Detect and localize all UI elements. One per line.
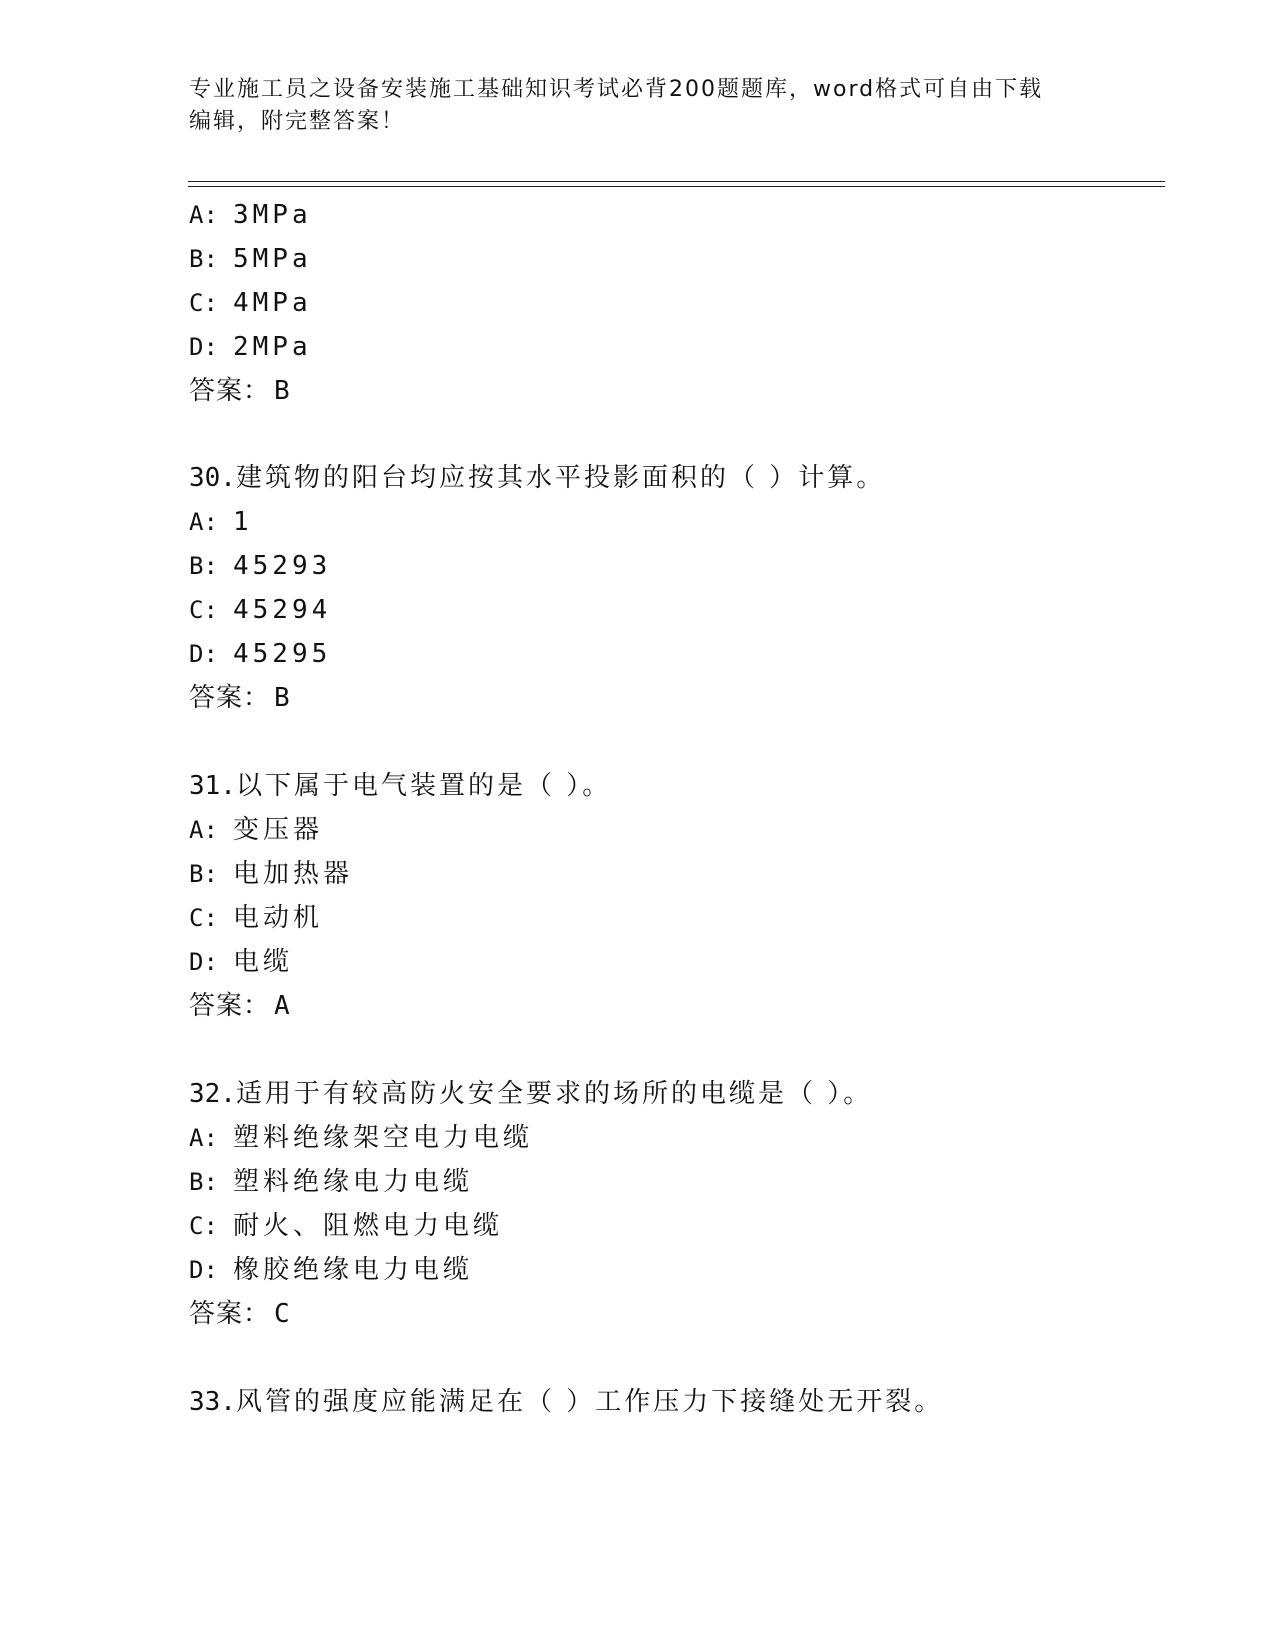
option-text: 3MPa: [233, 200, 312, 230]
answer-line: [189, 375, 291, 407]
header-line-1: 专业施工员之设备安装施工基础知识考试必背200题题库，word格式可自由下载: [189, 77, 1044, 102]
question-33: [189, 1386, 943, 1418]
question-number: 32.: [189, 1079, 236, 1109]
option-key: D:: [189, 948, 218, 976]
option-a: [189, 1122, 533, 1154]
option-a: [189, 199, 312, 231]
option-text: 1: [233, 507, 253, 537]
question-number: 30.: [189, 463, 236, 493]
option-text: 电缆: [233, 947, 294, 977]
option-text: 耐火、阻燃电力电缆: [233, 1211, 504, 1241]
option-c: [189, 1210, 503, 1242]
option-text: 45294: [233, 595, 332, 625]
option-key: B:: [189, 1168, 218, 1196]
option-key: D:: [189, 1256, 218, 1284]
option-text: 变压器: [233, 815, 324, 845]
answer-value: B: [274, 376, 291, 406]
option-key: A:: [189, 1124, 218, 1152]
option-key: A:: [189, 508, 218, 536]
option-key: D:: [189, 640, 218, 668]
option-key: B:: [189, 552, 218, 580]
option-c: [189, 594, 331, 626]
option-d: [189, 331, 312, 363]
option-text: 2MPa: [233, 332, 312, 362]
answer-line: [189, 990, 291, 1022]
answer-value: A: [274, 991, 291, 1021]
option-key: A:: [189, 201, 218, 229]
option-a: [189, 814, 323, 846]
option-text: 电加热器: [233, 859, 354, 889]
answer-label: 答案：: [189, 376, 271, 406]
answer-line: [189, 1298, 291, 1330]
option-b: [189, 858, 353, 890]
option-c: [189, 902, 323, 934]
option-text: 45295: [233, 639, 332, 669]
answer-label: 答案：: [189, 991, 271, 1021]
option-text: 塑料绝缘电力电缆: [233, 1167, 474, 1197]
question-text: 适用于有较高防火安全要求的场所的电缆是（ ）。: [235, 1079, 873, 1109]
answer-line: [189, 682, 291, 714]
header-line-2: 编辑，附完整答案！: [189, 109, 406, 134]
question-32: [189, 1078, 872, 1110]
option-a: [189, 506, 253, 538]
option-b: [189, 1166, 473, 1198]
question-31: [189, 770, 611, 802]
answer-label: 答案：: [189, 1299, 271, 1329]
option-key: B:: [189, 860, 218, 888]
header-divider-top: [188, 181, 1165, 182]
question-30: [189, 462, 885, 494]
option-b: [189, 243, 312, 275]
option-text: 4MPa: [233, 288, 312, 318]
option-text: 橡胶绝缘电力电缆: [233, 1255, 474, 1285]
header-divider-bottom: [188, 186, 1165, 187]
question-number: 31.: [189, 771, 236, 801]
option-key: B:: [189, 245, 218, 273]
question-text: 以下属于电气装置的是（ ）。: [235, 771, 612, 801]
answer-label: 答案：: [189, 683, 271, 713]
option-d: [189, 638, 331, 670]
option-b: [189, 550, 331, 582]
document-header: [189, 74, 1089, 138]
option-d: [189, 1254, 473, 1286]
option-key: C:: [189, 904, 218, 932]
option-key: C:: [189, 289, 218, 317]
option-key: C:: [189, 596, 218, 624]
option-d: [189, 946, 293, 978]
option-text: 45293: [233, 551, 332, 581]
question-number: 33.: [189, 1387, 236, 1417]
option-text: 5MPa: [233, 244, 312, 274]
answer-value: B: [274, 683, 291, 713]
option-key: D:: [189, 333, 218, 361]
option-text: 电动机: [233, 903, 324, 933]
option-key: A:: [189, 816, 218, 844]
option-c: [189, 287, 312, 319]
answer-value: C: [274, 1299, 291, 1329]
option-key: C:: [189, 1212, 218, 1240]
question-text: 建筑物的阳台均应按其水平投影面积的（ ）计算。: [235, 463, 886, 493]
option-text: 塑料绝缘架空电力电缆: [233, 1123, 534, 1153]
question-text: 风管的强度应能满足在（ ）工作压力下接缝处无开裂。: [235, 1387, 944, 1417]
